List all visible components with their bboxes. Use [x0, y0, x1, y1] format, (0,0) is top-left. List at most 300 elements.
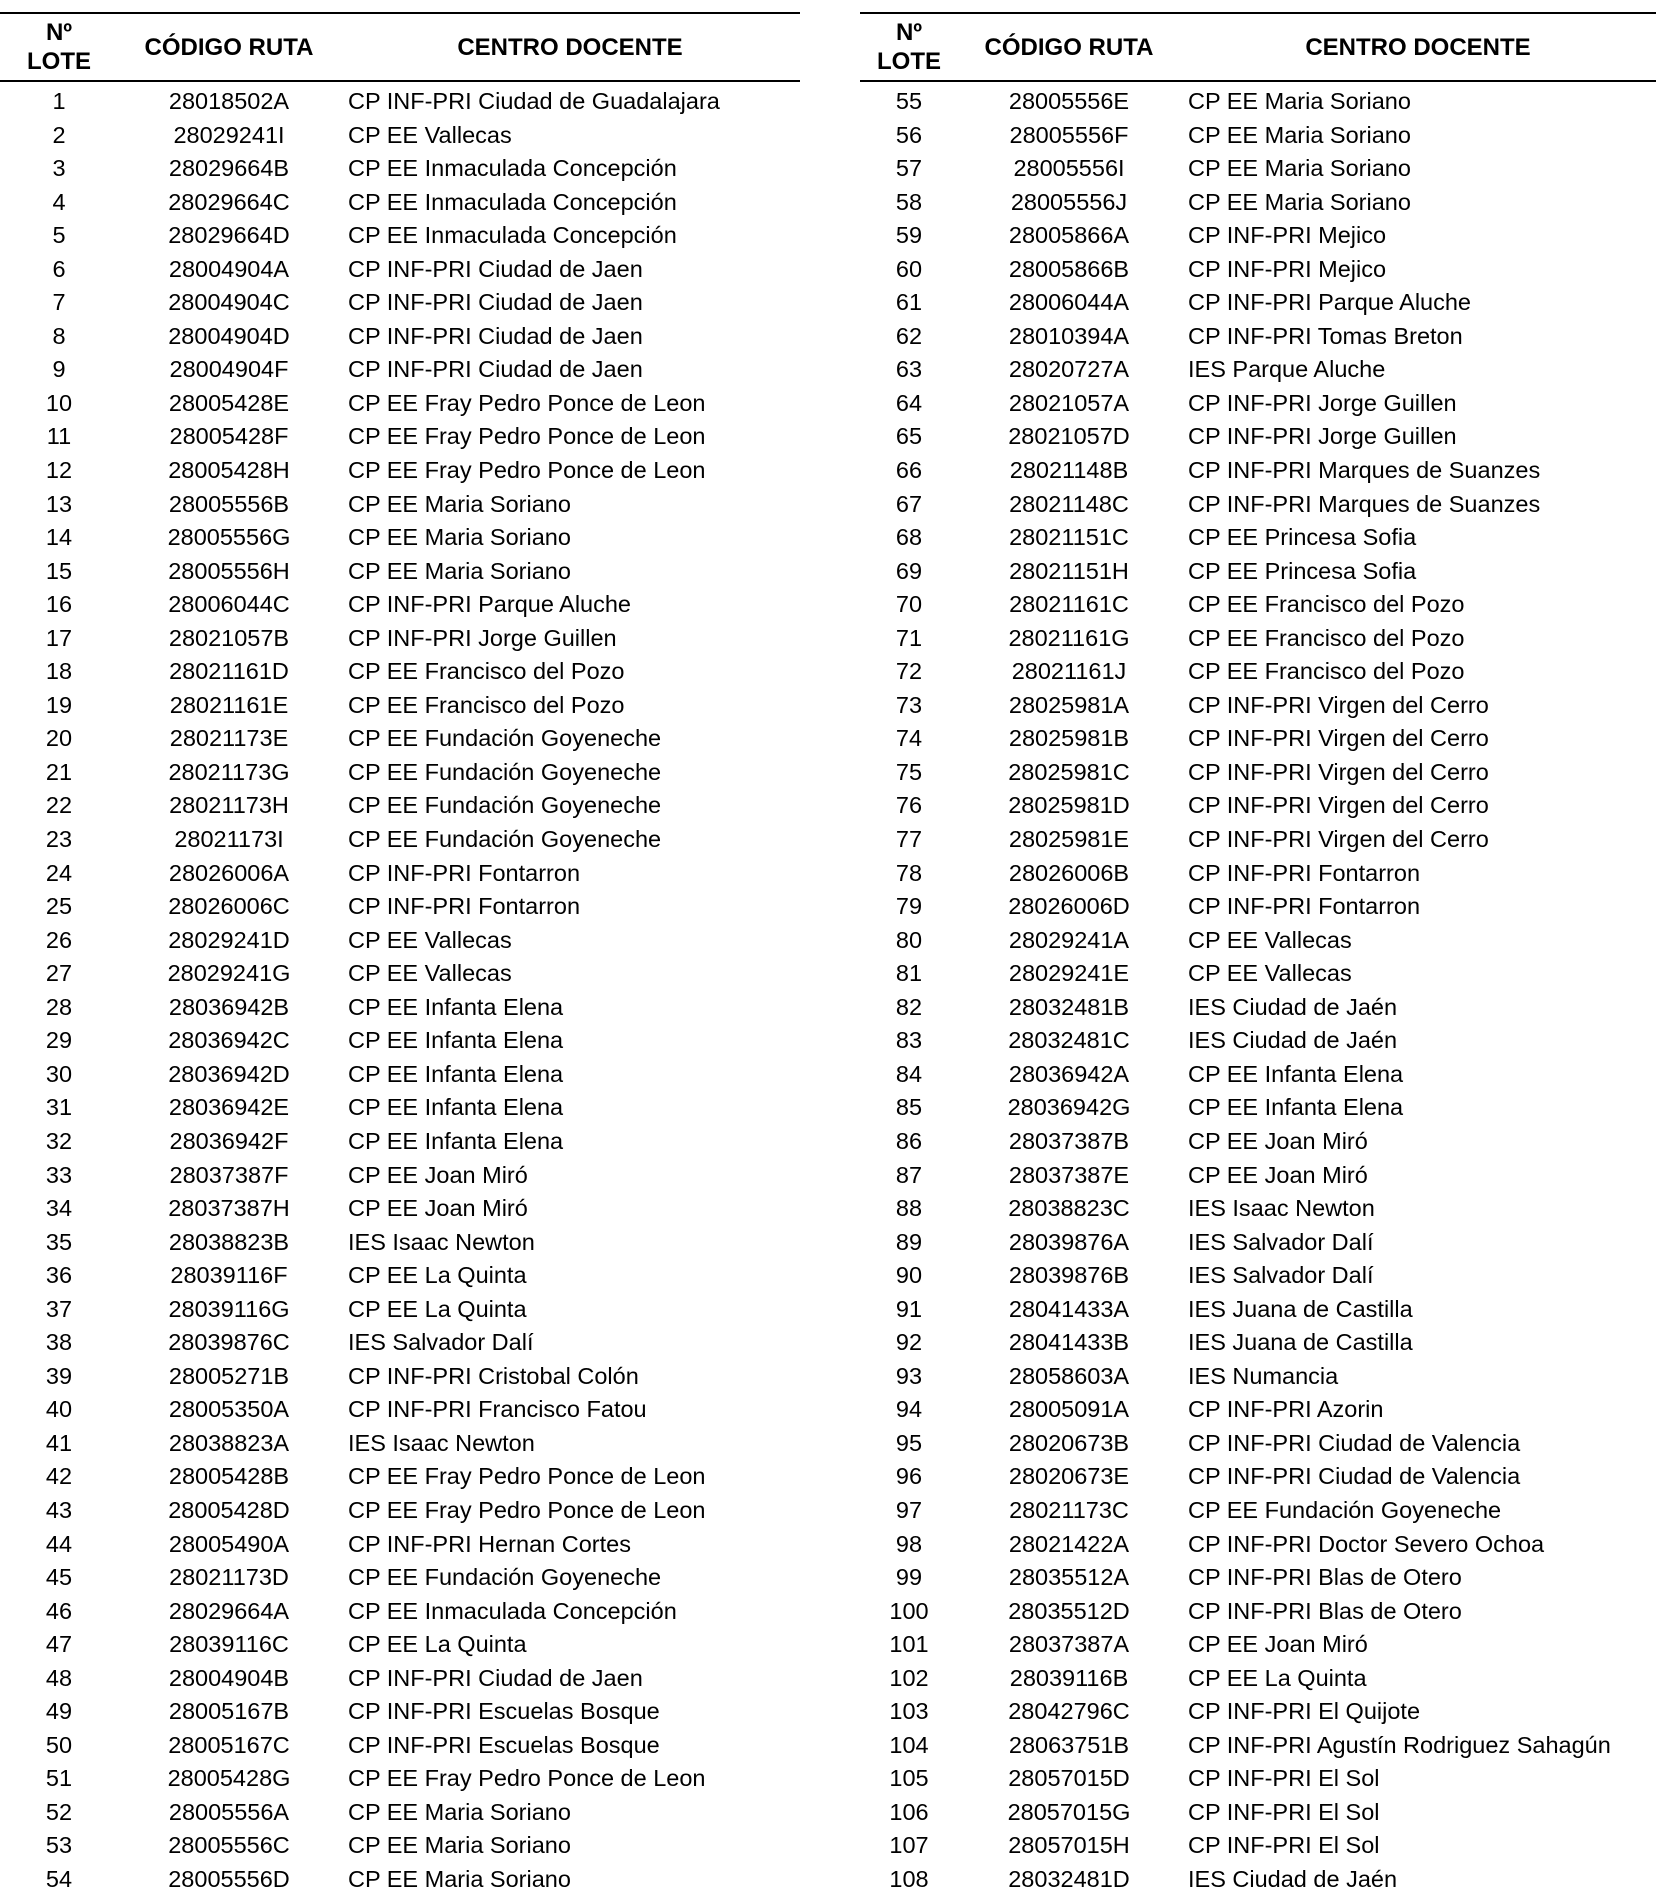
center-name: CP EE Maria Soriano: [348, 524, 571, 551]
lote-number: 22: [45, 792, 73, 819]
header-lote: [860, 13, 958, 81]
lote-number: 23: [45, 826, 73, 853]
lote-number: 48: [45, 1664, 73, 1691]
header-num-line2: LOTE: [27, 48, 91, 75]
lote-number: 18: [45, 658, 73, 685]
table-row: [0, 1391, 800, 1425]
center-name: IES Parque Aluche: [1188, 356, 1386, 383]
lote-number: 47: [45, 1631, 73, 1658]
route-code: 28025981C: [1008, 758, 1130, 785]
center-name: CP INF-PRI Mejico: [1188, 255, 1387, 282]
lote-number: 94: [895, 1396, 923, 1423]
header-lote: [0, 13, 118, 81]
route-code: 28038823C: [1008, 1195, 1130, 1222]
table-row: [860, 1525, 1656, 1559]
route-code: 28039876A: [1008, 1228, 1130, 1255]
table-row: [0, 1022, 800, 1056]
center-name: CP INF-PRI Tomas Breton: [1188, 322, 1463, 349]
center-name: CP EE Fundación Goyeneche: [1188, 1496, 1502, 1523]
route-code: 28021161D: [169, 658, 289, 685]
lote-number: 96: [895, 1463, 923, 1490]
center-name: CP INF-PRI Fontarron: [348, 859, 581, 886]
lote-number: 25: [45, 893, 73, 920]
table-row: [0, 1089, 800, 1123]
route-code: 28032481B: [1008, 993, 1130, 1020]
table-row: [860, 1491, 1656, 1525]
route-code: 28037387B: [1008, 1127, 1130, 1154]
center-name: CP EE Fundación Goyeneche: [348, 758, 662, 785]
lote-number: 92: [895, 1329, 923, 1356]
route-code: 28029664A: [168, 1597, 290, 1624]
table-row: [0, 1525, 800, 1559]
route-code: 28025981A: [1008, 691, 1130, 718]
lote-number: 71: [895, 624, 923, 651]
lote-number: 39: [45, 1362, 73, 1389]
center-name: CP INF-PRI El Sol: [1188, 1765, 1380, 1792]
lote-number: 87: [895, 1161, 923, 1188]
center-name: CP INF-PRI Ciudad de Jaen: [348, 1664, 643, 1691]
center-name: CP INF-PRI El Sol: [1188, 1832, 1380, 1859]
center-name: CP INF-PRI Escuelas Bosque: [348, 1731, 660, 1758]
table-row: [860, 1760, 1656, 1794]
table-row: [860, 988, 1656, 1022]
center-name: CP INF-PRI Mejico: [1188, 222, 1387, 249]
lote-number: 35: [45, 1228, 73, 1255]
table-row: [0, 451, 800, 485]
table-row: [860, 1827, 1656, 1861]
lote-number: 44: [45, 1530, 73, 1557]
lote-number: 14: [45, 524, 73, 551]
center-name: CP INF-PRI Marques de Suanzes: [1188, 490, 1541, 517]
route-code: 28021057D: [1008, 423, 1130, 450]
table-row: [0, 686, 800, 720]
route-code: 28057015H: [1008, 1832, 1130, 1859]
routes-table-left: [0, 12, 800, 1894]
center-name: IES Isaac Newton: [348, 1228, 535, 1255]
lote-number: 70: [895, 591, 923, 618]
center-name: CP EE La Quinta: [1188, 1664, 1367, 1691]
center-name: CP INF-PRI Virgen del Cerro: [1188, 725, 1489, 752]
center-name: CP EE Inmaculada Concepción: [348, 188, 677, 215]
table-row: [0, 1122, 800, 1156]
route-code: 28005556I: [1013, 155, 1125, 182]
table-row: [0, 217, 800, 251]
lote-number: 76: [895, 792, 923, 819]
route-code: 28041433B: [1008, 1329, 1130, 1356]
table-row: [0, 888, 800, 922]
table-row: [0, 1693, 800, 1727]
table-row: [0, 183, 800, 217]
table-row: [860, 1357, 1656, 1391]
table-row: [860, 1659, 1656, 1693]
right-table-block: [860, 12, 1656, 1894]
route-code: 28021161J: [1011, 658, 1127, 685]
table-row: [0, 619, 800, 653]
table-row: [860, 955, 1656, 989]
center-name: CP EE Fundación Goyeneche: [348, 792, 662, 819]
table-row: [0, 653, 800, 687]
header-row: [860, 13, 1656, 81]
route-code: 28039876B: [1008, 1262, 1130, 1289]
route-code: 28005091A: [1008, 1396, 1130, 1423]
center-name: CP INF-PRI Ciudad de Guadalajara: [348, 88, 720, 114]
center-name: CP EE Infanta Elena: [348, 1127, 564, 1154]
table-row: [860, 519, 1656, 553]
center-name: CP EE Fundación Goyeneche: [348, 725, 662, 752]
center-name: CP INF-PRI Ciudad de Valencia: [1188, 1429, 1521, 1456]
route-code: 28057015D: [1008, 1765, 1130, 1792]
lote-number: 5: [52, 222, 66, 249]
route-code: 28021161E: [169, 691, 289, 718]
route-code: 28026006D: [1008, 893, 1130, 920]
table-row: [860, 1089, 1656, 1123]
table-row: [860, 451, 1656, 485]
table-row: [0, 1290, 800, 1324]
table-row: [0, 317, 800, 351]
table-row: [860, 820, 1656, 854]
lote-number: 46: [45, 1597, 73, 1624]
lote-number: 20: [45, 725, 73, 752]
route-code: 28005556F: [1009, 121, 1129, 148]
center-name: CP EE Vallecas: [348, 121, 512, 148]
lote-number: 45: [45, 1564, 73, 1591]
table-row: [0, 1793, 800, 1827]
lote-number: 37: [45, 1295, 73, 1322]
center-name: IES Salvador Dalí: [1188, 1228, 1374, 1255]
center-name: CP EE Fray Pedro Ponce de Leon: [348, 1496, 706, 1523]
center-name: CP EE Infanta Elena: [348, 1094, 564, 1121]
left-table-block: [0, 12, 800, 1894]
table-row: [860, 1391, 1656, 1425]
lote-number: 66: [895, 457, 923, 484]
route-code: 28041433A: [1008, 1295, 1130, 1322]
route-code: 28036942G: [1007, 1094, 1131, 1121]
route-code: 28005167B: [168, 1698, 290, 1725]
table-row: [860, 1022, 1656, 1056]
center-name: IES Isaac Newton: [1188, 1195, 1375, 1222]
lote-number: 84: [895, 1060, 923, 1087]
route-code: 28029241E: [1008, 960, 1130, 987]
center-name: CP EE Princesa Sofia: [1188, 524, 1417, 551]
center-name: CP EE Vallecas: [1188, 960, 1352, 987]
route-code: 28029241G: [167, 960, 291, 987]
center-name: CP EE Francisco del Pozo: [1188, 624, 1465, 651]
center-name: CP EE La Quinta: [348, 1631, 527, 1658]
route-code: 28021151H: [1009, 557, 1129, 584]
center-name: CP INF-PRI Marques de Suanzes: [1188, 457, 1541, 484]
lote-number: 105: [889, 1765, 929, 1792]
header-code: CÓDIGO RUTA: [958, 13, 1180, 81]
table-row: [0, 1257, 800, 1291]
table-row: [860, 1122, 1656, 1156]
center-name: CP INF-PRI Blas de Otero: [1188, 1597, 1462, 1624]
route-code: 28039116B: [1009, 1664, 1129, 1691]
route-code: 28005556A: [168, 1798, 290, 1825]
table-row: [860, 1324, 1656, 1358]
route-code: 28010394A: [1008, 322, 1130, 349]
center-name: CP EE Joan Miró: [348, 1195, 528, 1222]
center-name: CP EE Infanta Elena: [348, 993, 564, 1020]
table-row: [0, 284, 800, 318]
route-code: 28004904B: [168, 1664, 290, 1691]
table-row: [860, 351, 1656, 385]
table-row: [0, 586, 800, 620]
lote-number: 24: [45, 859, 73, 886]
lote-number: 61: [895, 289, 923, 316]
table-row: [0, 1626, 800, 1660]
route-code: 28020673B: [1008, 1429, 1130, 1456]
table-row: [860, 1559, 1656, 1593]
table-row: [860, 485, 1656, 519]
table-row: [860, 1458, 1656, 1492]
center-name: IES Ciudad de Jaén: [1188, 1027, 1398, 1054]
center-name: CP INF-PRI Virgen del Cerro: [1188, 691, 1489, 718]
table-row: [0, 1190, 800, 1224]
center-name: CP EE Inmaculada Concepción: [348, 155, 677, 182]
table-row: [0, 820, 800, 854]
lote-number: 89: [895, 1228, 923, 1255]
table-row: [0, 1458, 800, 1492]
table-row: [0, 720, 800, 754]
lote-number: 8: [52, 322, 66, 349]
center-name: CP EE Francisco del Pozo: [348, 658, 625, 685]
route-code: 28004904F: [169, 356, 289, 383]
table-row: [860, 753, 1656, 787]
table-row: [860, 1424, 1656, 1458]
center-name: CP EE Vallecas: [348, 960, 512, 987]
lote-number: 90: [895, 1262, 923, 1289]
route-code: 28042796C: [1008, 1698, 1130, 1725]
table-row: [860, 1592, 1656, 1626]
lote-number: 31: [45, 1094, 73, 1121]
table-row: [0, 81, 800, 116]
lote-number: 1: [52, 88, 66, 114]
header-code: CÓDIGO RUTA: [118, 13, 340, 81]
route-code: 28021173G: [168, 758, 290, 785]
lote-number: 19: [45, 691, 73, 718]
route-code: 28029664D: [168, 222, 290, 249]
route-code: 28005428G: [167, 1765, 291, 1792]
route-code: 28029664B: [168, 155, 290, 182]
lote-number: 69: [895, 557, 923, 584]
route-code: 28025981E: [1008, 826, 1130, 853]
lote-number: 17: [45, 624, 73, 651]
route-code: 28025981D: [1008, 792, 1130, 819]
table-row: [860, 720, 1656, 754]
center-name: CP EE Vallecas: [1188, 926, 1352, 953]
center-name: CP EE Maria Soriano: [1188, 155, 1411, 182]
lote-number: 54: [45, 1865, 73, 1892]
route-code: 28006044A: [1008, 289, 1130, 316]
lote-number: 21: [45, 758, 73, 785]
lote-number: 86: [895, 1127, 923, 1154]
table-row: [860, 619, 1656, 653]
center-name: CP INF-PRI Francisco Fatou: [348, 1396, 647, 1423]
center-name: CP INF-PRI Parque Aluche: [348, 591, 631, 618]
table-row: [860, 150, 1656, 184]
lote-number: 63: [895, 356, 923, 383]
lote-number: 73: [895, 691, 923, 718]
center-name: CP EE Joan Miró: [348, 1161, 528, 1188]
table-row: [0, 552, 800, 586]
header-center: CENTRO DOCENTE: [340, 13, 800, 81]
center-name: CP EE Fundación Goyeneche: [348, 826, 662, 853]
table-body-left: [0, 81, 800, 1894]
route-code: 28029241I: [173, 121, 285, 148]
lote-number: 98: [895, 1530, 923, 1557]
center-name: CP EE Francisco del Pozo: [348, 691, 625, 718]
center-name: CP INF-PRI Hernan Cortes: [348, 1530, 631, 1557]
table-row: [860, 284, 1656, 318]
table-row: [0, 1659, 800, 1693]
lote-number: 15: [45, 557, 73, 584]
table-row: [860, 1290, 1656, 1324]
route-code: 28037387A: [1008, 1631, 1130, 1658]
table-row: [0, 1357, 800, 1391]
table-row: [860, 1860, 1656, 1894]
lote-number: 41: [45, 1429, 73, 1456]
center-name: CP EE Fray Pedro Ponce de Leon: [348, 1463, 706, 1490]
route-code: 28005866B: [1008, 255, 1130, 282]
lote-number: 30: [45, 1060, 73, 1087]
lote-number: 32: [45, 1127, 73, 1154]
table-row: [860, 1190, 1656, 1224]
center-name: CP EE Maria Soriano: [348, 1865, 571, 1892]
table-row: [0, 1760, 800, 1794]
route-code: 28039116F: [170, 1262, 288, 1289]
route-code: 28005556H: [168, 557, 290, 584]
route-code: 28035512D: [1008, 1597, 1130, 1624]
center-name: CP INF-PRI Azorin: [1188, 1396, 1384, 1423]
table-row: [860, 1693, 1656, 1727]
route-code: 28037387F: [169, 1161, 289, 1188]
center-name: CP INF-PRI Blas de Otero: [1188, 1564, 1462, 1591]
lote-number: 26: [45, 926, 73, 953]
table-row: [0, 1055, 800, 1089]
lote-number: 60: [895, 255, 923, 282]
table-row: [0, 988, 800, 1022]
route-code: 28021173E: [169, 725, 289, 752]
center-name: CP EE Maria Soriano: [1188, 88, 1411, 114]
table-row: [860, 116, 1656, 150]
center-name: CP EE Joan Miró: [1188, 1127, 1368, 1154]
lote-number: 65: [895, 423, 923, 450]
center-name: CP INF-PRI El Quijote: [1188, 1698, 1421, 1725]
route-code: 28005556J: [1010, 188, 1128, 215]
table-row: [860, 586, 1656, 620]
table-row: [860, 217, 1656, 251]
route-code: 28036942B: [168, 993, 290, 1020]
center-name: CP EE Fray Pedro Ponce de Leon: [348, 1765, 706, 1792]
route-code: 28005428D: [168, 1496, 290, 1523]
route-code: 28029241A: [1008, 926, 1130, 953]
header-num-line1: Nº: [895, 19, 923, 46]
center-name: IES Juana de Castilla: [1188, 1295, 1413, 1322]
route-code: 28021148B: [1009, 457, 1129, 484]
lote-number: 107: [889, 1832, 929, 1859]
table-row: [0, 921, 800, 955]
route-code: 28018502A: [168, 88, 290, 114]
route-code: 28038823B: [168, 1228, 290, 1255]
center-name: CP INF-PRI Virgen del Cerro: [1188, 826, 1489, 853]
route-code: 28005556B: [168, 490, 290, 517]
route-code: 28021057A: [1008, 389, 1130, 416]
center-name: CP EE Francisco del Pozo: [1188, 658, 1465, 685]
lote-number: 29: [45, 1027, 73, 1054]
lote-number: 102: [889, 1664, 929, 1691]
route-code: 28029664C: [168, 188, 290, 215]
route-code: 28036942C: [168, 1027, 290, 1054]
table-row: [860, 1626, 1656, 1660]
center-name: CP EE Fray Pedro Ponce de Leon: [348, 423, 706, 450]
route-code: 28005428B: [168, 1463, 290, 1490]
route-code: 28058603A: [1008, 1362, 1130, 1389]
route-code: 28021422A: [1008, 1530, 1130, 1557]
center-name: CP INF-PRI Fontarron: [1188, 859, 1421, 886]
route-code: 28029241D: [168, 926, 290, 953]
route-code: 28026006B: [1008, 859, 1130, 886]
lote-number: 40: [45, 1396, 73, 1423]
center-name: IES Ciudad de Jaén: [1188, 993, 1398, 1020]
lote-number: 49: [45, 1698, 73, 1725]
center-name: CP INF-PRI Jorge Guillen: [1188, 389, 1457, 416]
lote-number: 80: [895, 926, 923, 953]
center-name: CP EE La Quinta: [348, 1262, 527, 1289]
lote-number: 42: [45, 1463, 73, 1490]
center-name: CP EE Inmaculada Concepción: [348, 1597, 677, 1624]
center-name: CP INF-PRI Cristobal Colón: [348, 1362, 639, 1389]
center-name: CP INF-PRI Doctor Severo Ochoa: [1188, 1530, 1545, 1557]
table-row: [0, 485, 800, 519]
table-row: [0, 1860, 800, 1894]
lote-number: 3: [52, 155, 66, 182]
center-name: IES Isaac Newton: [348, 1429, 535, 1456]
table-row: [860, 921, 1656, 955]
header-center: CENTRO DOCENTE: [1180, 13, 1656, 81]
center-name: IES Juana de Castilla: [1188, 1329, 1413, 1356]
lote-number: 16: [45, 591, 73, 618]
center-name: CP EE Fray Pedro Ponce de Leon: [348, 389, 706, 416]
center-name: CP INF-PRI Escuelas Bosque: [348, 1698, 660, 1725]
center-name: CP INF-PRI Fontarron: [348, 893, 581, 920]
table-row: [860, 686, 1656, 720]
lote-number: 11: [46, 423, 72, 450]
lote-number: 59: [895, 222, 923, 249]
route-code: 28032481D: [1008, 1865, 1130, 1892]
center-name: CP EE Joan Miró: [1188, 1631, 1368, 1658]
lote-number: 99: [895, 1564, 923, 1591]
route-code: 28036942F: [169, 1127, 289, 1154]
center-name: CP EE Vallecas: [348, 926, 512, 953]
route-code: 28021173H: [169, 792, 289, 819]
lote-number: 75: [895, 758, 923, 785]
lote-number: 53: [45, 1832, 73, 1859]
center-name: CP INF-PRI Virgen del Cerro: [1188, 758, 1489, 785]
table-row: [860, 653, 1656, 687]
route-code: 28057015G: [1007, 1798, 1131, 1825]
table-row: [860, 787, 1656, 821]
lote-number: 88: [895, 1195, 923, 1222]
lote-number: 97: [895, 1496, 923, 1523]
lote-number: 13: [45, 490, 73, 517]
route-code: 28005556D: [168, 1865, 290, 1892]
center-name: CP INF-PRI Ciudad de Jaen: [348, 322, 643, 349]
lote-number: 62: [895, 322, 923, 349]
lote-number: 103: [889, 1698, 929, 1725]
table-row: [860, 183, 1656, 217]
lote-number: 50: [45, 1731, 73, 1758]
route-code: 28005428H: [168, 457, 290, 484]
